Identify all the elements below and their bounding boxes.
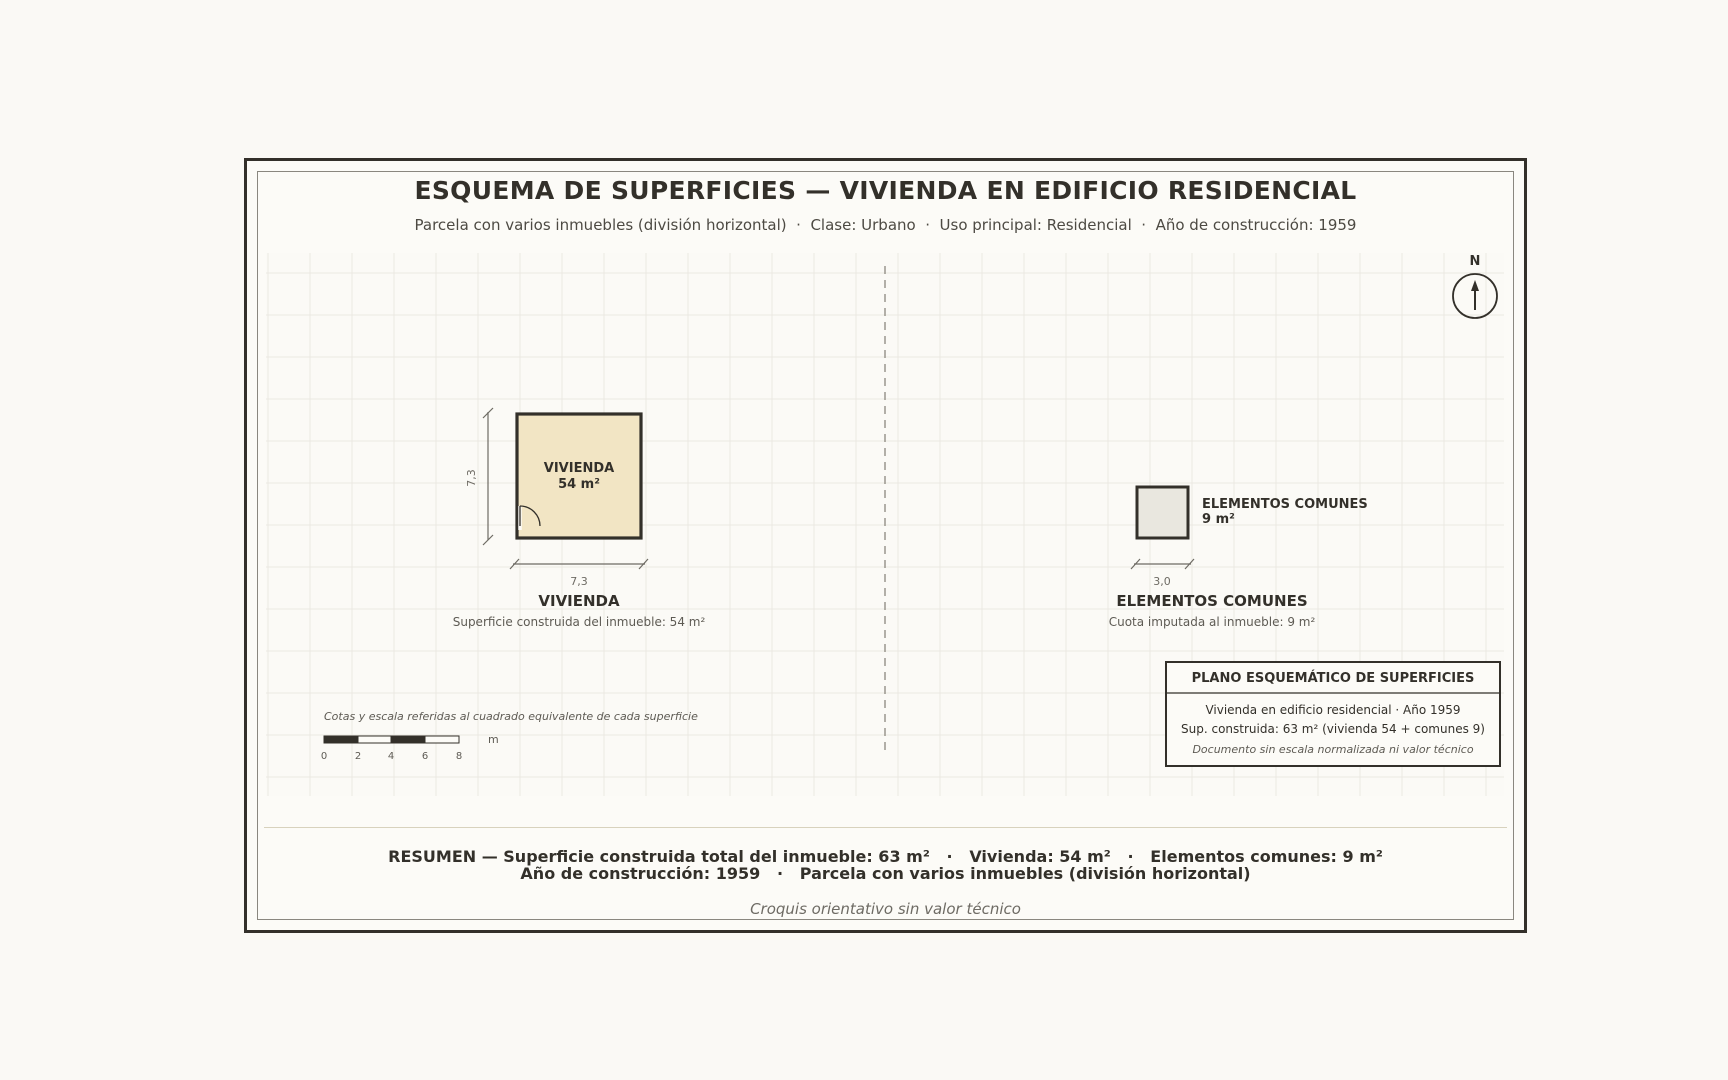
comunes-caption-sub: Cuota imputada al inmueble: 9 m² xyxy=(1108,615,1316,629)
page-subtitle: Parcela con varios inmuebles (división horizontal) · Clase: Urbano · Uso principal: Residencial · Año de construcción: 1959 xyxy=(414,216,1357,234)
scale-tick-4: 8 xyxy=(455,751,463,762)
scale-tick-1: 2 xyxy=(354,751,362,762)
vivienda-box-area: 54 m² xyxy=(558,477,600,492)
vivienda-box-label: VIVIENDA xyxy=(543,461,615,476)
comunes-square xyxy=(1137,487,1188,538)
comunes-dim-horizontal-label: 3,0 xyxy=(1153,575,1171,588)
compass-label: N xyxy=(1469,254,1481,269)
comunes-box-label: ELEMENTOS COMUNES xyxy=(1202,497,1368,512)
scale-note: Cotas y escala referidas al cuadrado equivalente de cada superficie xyxy=(324,710,698,723)
comunes-box-area: 9 m² xyxy=(1202,512,1235,527)
summary-line-2: Año de construcción: 1959 · Parcela con varios inmuebles (división horizontal) xyxy=(520,864,1251,883)
vivienda-caption-title: VIVIENDA xyxy=(538,592,620,610)
footnote: Croquis orientativo sin valor técnico xyxy=(750,900,1021,918)
scale-unit: m xyxy=(488,733,499,746)
legend-line-2: Sup. construida: 63 m² (vivienda 54 + comunes 9) xyxy=(1181,722,1485,736)
scale-tick-2: 4 xyxy=(387,751,395,762)
vivienda-dim-horizontal-label: 7,3 xyxy=(570,575,588,588)
legend-title: PLANO ESQUEMÁTICO DE SUPERFICIES xyxy=(1191,671,1475,686)
scale-tick-0: 0 xyxy=(320,751,328,762)
scale-tick-3: 6 xyxy=(421,751,429,762)
legend-line-3: Documento sin escala normalizada ni valor técnico xyxy=(1192,743,1474,756)
comunes-caption-title: ELEMENTOS COMUNES xyxy=(1116,592,1308,610)
vivienda-caption-sub: Superficie construida del inmueble: 54 m² xyxy=(452,615,706,629)
vivienda-dim-vertical-label: 7,3 xyxy=(465,469,478,487)
legend-line-1: Vivienda en edificio residencial · Año 1959 xyxy=(1205,703,1461,717)
scale-bar xyxy=(324,736,459,743)
page-title: ESQUEMA DE SUPERFICIES — VIVIENDA EN EDIFICIO RESIDENCIAL xyxy=(414,176,1357,205)
vivienda-square xyxy=(517,414,641,538)
summary-line-1: RESUMEN — Superficie construida total del inmueble: 63 m² · Vivienda: 54 m² · Elementos comunes: 9 m² xyxy=(388,847,1383,866)
